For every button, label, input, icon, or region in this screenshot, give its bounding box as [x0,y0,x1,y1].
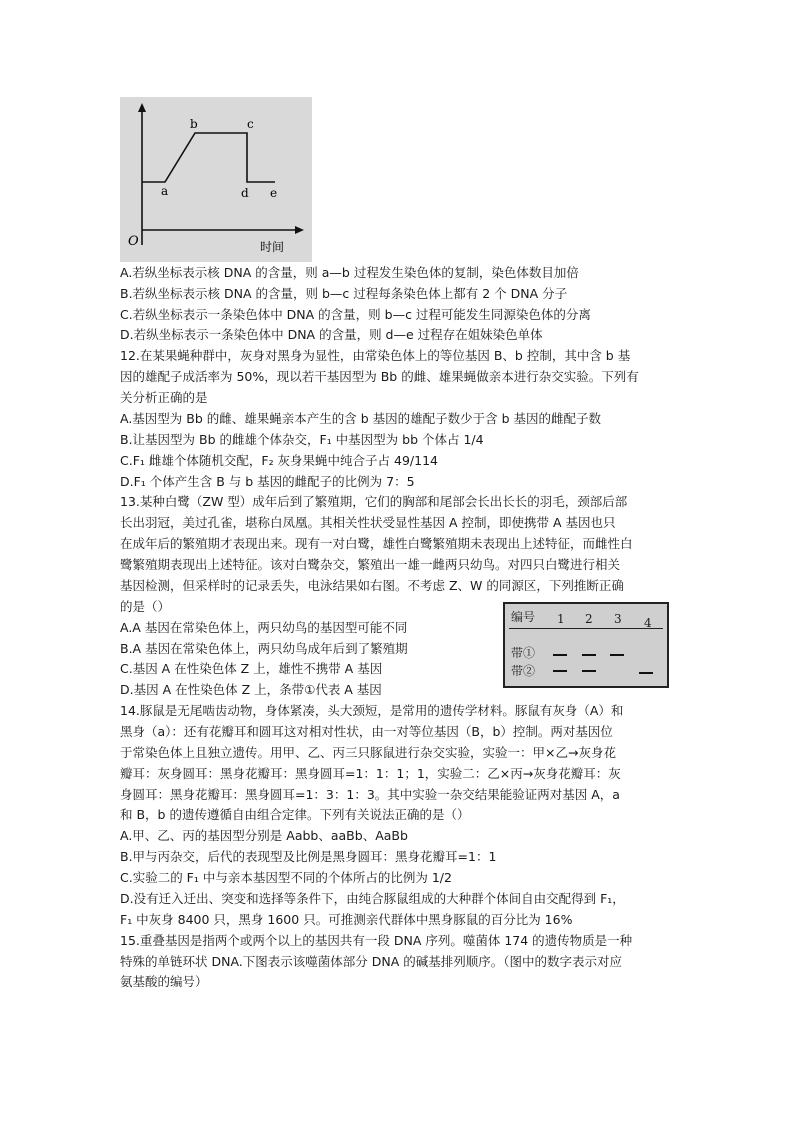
q12-stem-line: 关分析正确的是 [120,390,208,405]
q15-stem-line: 15.重叠基因是指两个或两个以上的基因共有一段 DNA 序列。噬菌体 174 的遗传物质是一种 [120,933,633,948]
lane-2-label: 2 [585,612,593,626]
point-d-label: d [241,186,249,200]
q11-option-a: A.若纵坐标表示核 DNA 的含量，则 a—b 过程发生染色体的复制，染色体数目加倍 [120,265,579,280]
gel-band [553,654,567,656]
q13-stem-line: 的是（） [120,599,171,614]
origin-label: O [128,234,139,249]
q14-stem-line: 黑身（a）：还有花瓣耳和圆耳这对相对性状，由一对等位基因（B，b）控制。两对基因位 [120,724,613,739]
dna-content-graph [120,97,312,262]
gel-band [553,670,567,672]
lane-1-label: 1 [557,612,565,626]
q14-stem-line: 瓣耳：灰身圆耳：黑身花瓣耳：黑身圆耳=1：1：1；1，实验二：乙×丙→灰身花瓣耳：灰 [120,766,621,781]
gel-band [610,654,624,656]
gel-band [582,654,596,656]
gel-band [639,672,653,674]
x-axis-label: 时间 [260,240,285,254]
q11-option-d: D.若纵坐标表示一条染色体中 DNA 的含量，则 d—e 过程存在姐妹染色单体 [120,327,543,342]
q12-stem-line: 因的雄配子成活率为 50%，现以若干基因型为 Bb 的雌、雄果蝇做亲本进行杂交实验。下列有 [120,369,639,384]
lane-3-label: 3 [614,612,622,626]
q14-stem-line: 身圆耳：黑身花瓣耳：黑身圆耳=1：3：1：3。其中实验一杂交结果能验证两对基因 A，a [120,787,620,802]
y-axis-arrow [138,103,146,112]
q14-option-a: A.甲、乙、丙的基因型分别是 Aabb、aaBb、AaBb [120,828,408,843]
dna-curve [142,133,275,182]
point-a-label: a [161,184,169,198]
q14-stem-line: 和 B，b 的遗传遵循自由组合定律。下列有关说法正确的是（） [120,807,470,822]
q13-stem-line: 基因检测，但采样时的记录丢失，电泳结果如右图。不考虑 Z、W 的同源区，下列推断正确 [120,578,624,593]
q12-stem-line: 12.在某果蝇种群中，灰身对黑身为显性，由常染色体上的等位基因 B、b 控制，其中含 b 基 [120,348,631,363]
band-2-label: 带② [511,664,536,678]
q14-stem-line: 于常染色体上且独立遗传。用甲、乙、丙三只豚鼠进行杂交实验，实验一：甲×乙→灰身花 [120,745,616,760]
band-1-label: 带① [511,646,536,660]
q14-option-d-cont: F₁ 中灰身 8400 只，黑身 1600 只。可推测亲代群体中黑身豚鼠的百分比为 16% [120,912,573,927]
q13-stem-line: 鹭繁殖期表现出上述特征。该对白鹭杂交，繁殖出一雄一雌两只幼鸟。对四只白鹭进行相关 [120,557,621,572]
q13-option-d: D.基因 A 在性染色体 Z 上，条带①代表 A 基因 [120,682,382,697]
gel-header: 编号 [511,610,536,624]
q12-option-c: C.F₁ 雌雄个体随机交配，F₂ 灰身果蝇中纯合子占 49/114 [120,453,439,468]
q11-option-b: B.若纵坐标表示核 DNA 的含量，则 b—c 过程每条染色体上都有 2 个 DNA 分子 [120,286,568,301]
q14-option-d: D.没有迁入迁出、突变和选择等条件下，由纯合豚鼠组成的大种群个体间自由交配得到 F₁， [120,891,625,906]
q14-option-c: C.实验二的 F₁ 中与亲本基因型不同的个体所占的比例为 1/2 [120,870,452,885]
q14-stem-line: 14.豚鼠是无尾啮齿动物，身体紧凑，头大颈短，是常用的遗传学材料。豚鼠有灰身（A）和 [120,703,624,718]
q13-stem-line: 长出羽冠，美过孔雀，堪称白凤凰。其相关性状受显性基因 A 控制，即使携带 A 基因也只 [120,515,616,530]
q12-option-d: D.F₁ 个体产生含 B 与 b 基因的雌配子的比例为 7：5 [120,474,415,489]
q13-option-c: C.基因 A 在性染色体 Z 上，雄性不携带 A 基因 [120,661,383,676]
point-c-label: c [247,117,254,131]
q14-option-b: B.甲与丙杂交，后代的表现型及比例是黑身圆耳：黑身花瓣耳=1：1 [120,849,497,864]
graph-svg [120,97,312,262]
point-b-label: b [190,117,198,131]
q15-stem-line: 氨基酸的编号） [120,974,208,989]
q13-stem-line: 13.某种白鹭（ZW 型）成年后到了繁殖期，它们的胸部和尾部会长出长长的羽毛，颈部后部 [120,494,628,509]
q15-stem-line: 特殊的单链环状 DNA.下图表示该噬菌体部分 DNA 的碱基排列顺序。（图中的数字表示对应 [120,954,622,969]
q12-option-a: A.基因型为 Bb 的雌、雄果蝇亲本产生的含 b 基因的雄配子数少于含 b 基因的雌配子数 [120,411,602,426]
gel-band [582,670,596,672]
lane-4-label: 4 [644,616,652,630]
q13-option-b: B.A 基因在常染色体上，两只幼鸟成年后到了繁殖期 [120,641,408,656]
q13-option-a: A.A 基因在常染色体上，两只幼鸟的基因型可能不同 [120,620,408,635]
point-e-label: e [270,186,278,200]
q12-option-b: B.让基因型为 Bb 的雌雄个体杂交，F₁ 中基因型为 bb 个体占 1/4 [120,432,484,447]
q13-stem-line: 在成年后的繁殖期才表现出来。现有一对白鹭，雄性白鹭繁殖期未表现出上述特征，而雌性白 [120,536,633,551]
x-axis-arrow [295,226,304,234]
q11-option-c: C.若纵坐标表示一条染色体中 DNA 的含量，则 b—c 过程可能发生同源染色体的分离 [120,307,591,322]
electrophoresis-figure [503,602,669,688]
